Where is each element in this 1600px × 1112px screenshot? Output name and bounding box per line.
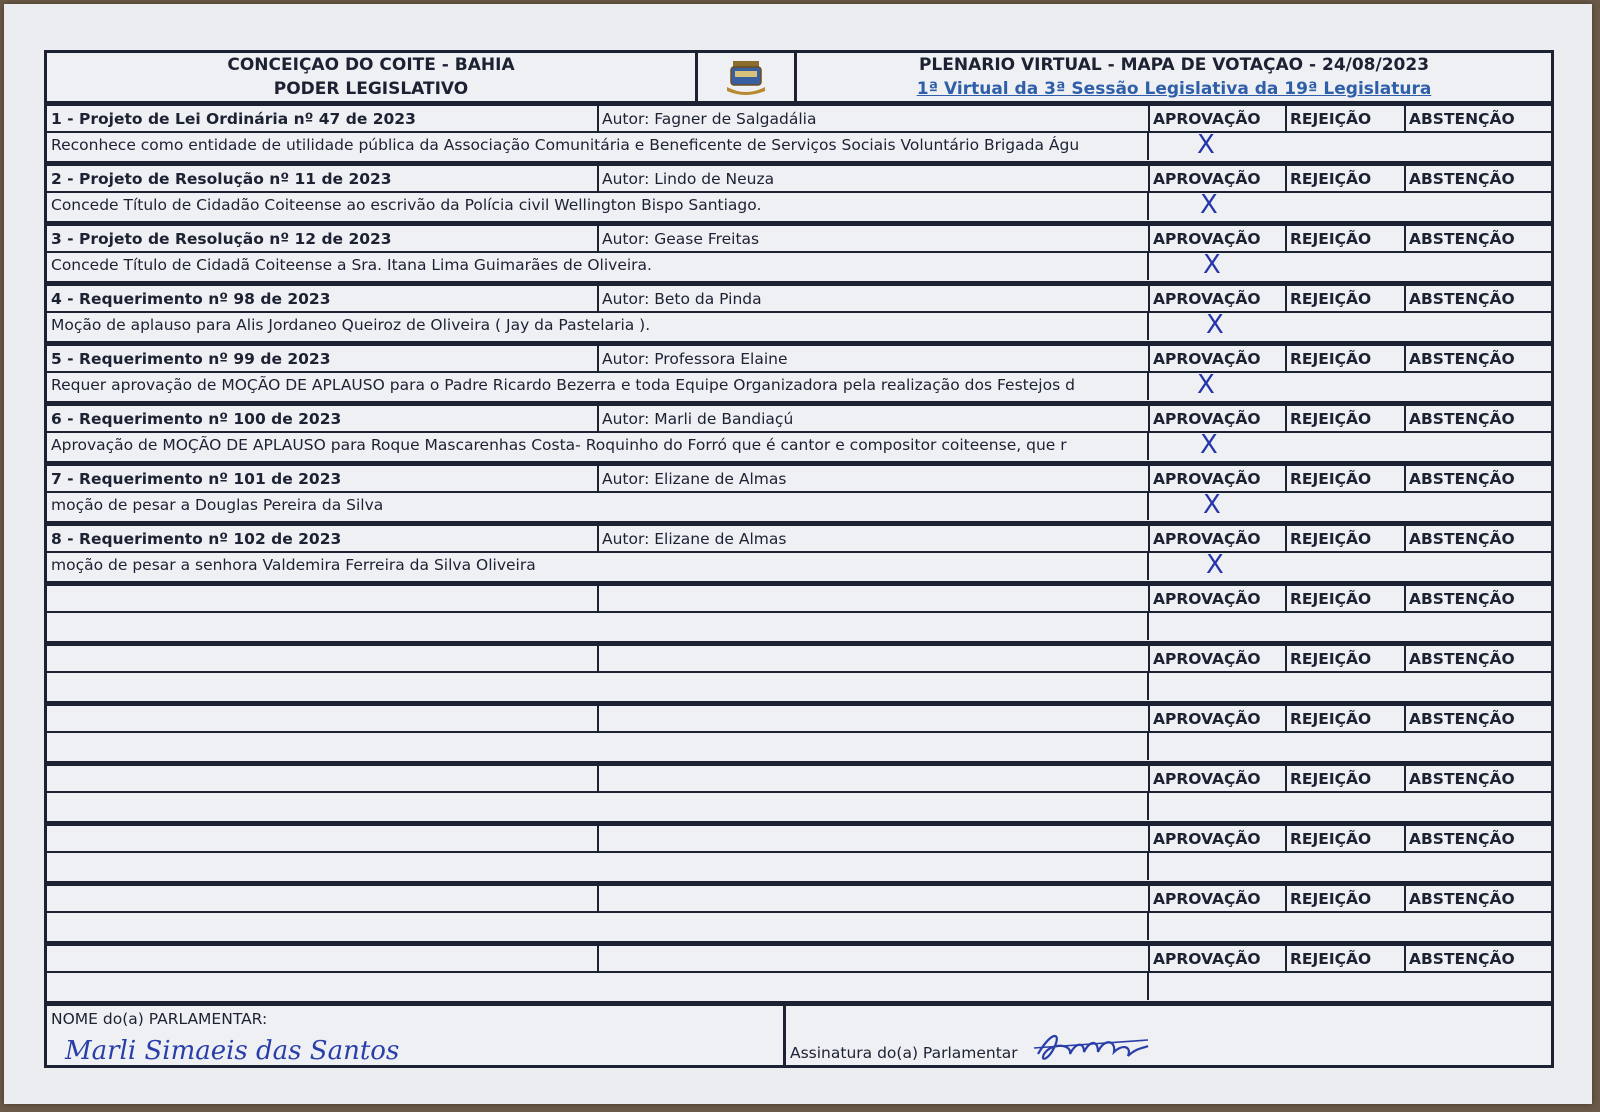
item-title: 3 - Projeto de Resolução nº 12 de 2023	[47, 226, 599, 251]
option-rejection[interactable]: REJEIÇÃO	[1287, 346, 1406, 371]
option-approval[interactable]: APROVAÇÃO	[1150, 886, 1287, 911]
option-approval[interactable]: APROVAÇÃO	[1150, 946, 1287, 971]
form-header	[44, 50, 1554, 104]
item-author: Autor: Beto da Pinda	[599, 286, 1150, 311]
vote-cell[interactable]	[1149, 613, 1551, 640]
signature-label: Assinatura do(a) Parlamentar	[790, 1044, 1018, 1062]
item-description-row	[47, 973, 1551, 1000]
option-rejection[interactable]: REJEIÇÃO	[1287, 706, 1406, 731]
option-abstention[interactable]: ABSTENÇÃO	[1409, 350, 1515, 368]
agenda-item	[44, 644, 1554, 704]
vote-cell[interactable]	[1149, 370, 1551, 400]
agenda-item	[44, 704, 1554, 764]
vote-mark-x: X	[1200, 430, 1218, 460]
vote-mark-x: X	[1200, 190, 1218, 220]
municipality-title: CONCEIÇAO DO COITE - BAHIA	[227, 55, 515, 75]
item-header-row	[47, 826, 1551, 853]
item-header-row	[47, 346, 1551, 373]
item-author: Autor: Gease Freitas	[599, 226, 1150, 251]
option-abstention[interactable]: ABSTENÇÃO	[1409, 890, 1515, 908]
item-author: Autor: Marli de Bandiaçú	[599, 406, 1150, 431]
item-header-row	[47, 646, 1551, 673]
option-rejection[interactable]: REJEIÇÃO	[1287, 946, 1406, 971]
option-rejection[interactable]: REJEIÇÃO	[1287, 526, 1406, 551]
option-approval[interactable]: APROVAÇÃO	[1150, 586, 1287, 611]
option-abstention[interactable]: ABSTENÇÃO	[1409, 590, 1515, 608]
item-header-row	[47, 526, 1551, 553]
option-rejection[interactable]: REJEIÇÃO	[1287, 286, 1406, 311]
item-header-row	[47, 586, 1551, 613]
item-header-row	[47, 226, 1551, 253]
item-author: Autor: Fagner de Salgadália	[599, 106, 1150, 131]
option-abstention[interactable]: ABSTENÇÃO	[1409, 410, 1515, 428]
option-abstention[interactable]: ABSTENÇÃO	[1409, 950, 1515, 968]
name-field	[47, 1006, 786, 1065]
item-description-row	[47, 853, 1551, 880]
vote-mark-x: X	[1206, 310, 1224, 340]
option-abstention[interactable]: ABSTENÇÃO	[1409, 230, 1515, 248]
item-description: Concede Título de Cidadã Coiteense a Sra. Itana Lima Guimarães de Oliveira.	[47, 253, 1149, 280]
item-description	[47, 613, 1149, 640]
agenda-item	[44, 944, 1554, 1004]
item-description-row	[47, 430, 1551, 460]
item-author	[599, 946, 1150, 971]
option-approval[interactable]: APROVAÇÃO	[1150, 406, 1287, 431]
item-header-row	[47, 706, 1551, 733]
item-description	[47, 973, 1149, 1000]
vote-cell[interactable]	[1149, 310, 1551, 340]
item-description: moção de pesar a Douglas Pereira da Silva	[47, 493, 1149, 520]
agenda-item	[44, 584, 1554, 644]
item-description	[47, 673, 1149, 700]
option-abstention[interactable]: ABSTENÇÃO	[1409, 830, 1515, 848]
items-list	[44, 104, 1554, 1004]
item-description: Concede Título de Cidadão Coiteense ao escrivão da Polícia civil Wellington Bispo Santiago.	[47, 193, 1149, 220]
item-title	[47, 586, 599, 611]
item-author: Autor: Elizane de Almas	[599, 526, 1150, 551]
item-description-row	[47, 673, 1551, 700]
item-header-row	[47, 166, 1551, 193]
vote-cell[interactable]	[1149, 733, 1551, 760]
coat-of-arms-logo	[698, 53, 797, 101]
option-approval[interactable]: APROVAÇÃO	[1150, 286, 1287, 311]
item-description: Reconhece como entidade de utilidade pública da Associação Comunitária e Beneficente de Serviços Sociais Voluntário Brigada Águ	[47, 133, 1149, 160]
agenda-item	[44, 884, 1554, 944]
item-author: Autor: Lindo de Neuza	[599, 166, 1150, 191]
option-abstention[interactable]: ABSTENÇÃO	[1409, 530, 1515, 548]
agenda-item	[44, 164, 1554, 224]
header-right	[797, 53, 1551, 101]
vote-cell[interactable]	[1149, 550, 1551, 580]
voting-form	[44, 50, 1554, 1076]
session-title: PLENARIO VIRTUAL - MAPA DE VOTAÇAO - 24/08/2023	[918, 55, 1430, 75]
vote-cell[interactable]	[1149, 793, 1551, 820]
header-left	[47, 53, 698, 101]
vote-cell[interactable]	[1149, 250, 1551, 280]
name-label: NOME do(a) PARLAMENTAR:	[51, 1010, 268, 1028]
vote-cell[interactable]	[1149, 430, 1551, 460]
item-description: Moção de aplauso para Alis Jordaneo Queiroz de Oliveira ( Jay da Pastelaria ).	[47, 313, 1149, 340]
item-header-row	[47, 406, 1551, 433]
agenda-item	[44, 764, 1554, 824]
item-description-row	[47, 310, 1551, 340]
vote-mark-x: X	[1206, 550, 1224, 580]
item-description-row	[47, 130, 1551, 160]
option-abstention[interactable]: ABSTENÇÃO	[1409, 110, 1515, 128]
item-title: 1 - Projeto de Lei Ordinária nº 47 de 2023	[47, 106, 599, 131]
vote-mark-x: X	[1197, 370, 1215, 400]
option-approval[interactable]: APROVAÇÃO	[1150, 826, 1287, 851]
footer	[44, 1004, 1554, 1068]
item-description	[47, 913, 1149, 940]
coat-of-arms-icon	[723, 57, 769, 97]
item-author	[599, 586, 1150, 611]
item-title: 8 - Requerimento nº 102 de 2023	[47, 526, 599, 551]
agenda-item	[44, 104, 1554, 164]
item-description-row	[47, 490, 1551, 520]
agenda-item	[44, 824, 1554, 884]
paper-sheet	[4, 4, 1592, 1104]
item-title: 7 - Requerimento nº 101 de 2023	[47, 466, 599, 491]
item-description	[47, 853, 1149, 880]
option-rejection[interactable]: REJEIÇÃO	[1287, 886, 1406, 911]
item-header-row	[47, 886, 1551, 913]
vote-cell[interactable]	[1149, 853, 1551, 880]
option-approval[interactable]: APROVAÇÃO	[1150, 706, 1287, 731]
vote-cell[interactable]	[1149, 973, 1551, 1000]
option-approval[interactable]: APROVAÇÃO	[1150, 526, 1287, 551]
option-abstention[interactable]: ABSTENÇÃO	[1409, 290, 1515, 308]
item-title	[47, 706, 599, 731]
vote-mark-x: X	[1197, 130, 1215, 160]
option-rejection[interactable]: REJEIÇÃO	[1287, 586, 1406, 611]
agenda-item	[44, 464, 1554, 524]
item-description-row	[47, 613, 1551, 640]
item-author	[599, 646, 1150, 671]
option-approval[interactable]: APROVAÇÃO	[1150, 766, 1287, 791]
item-description-row	[47, 550, 1551, 580]
item-description: Requer aprovação de MOÇÃO DE APLAUSO para o Padre Ricardo Bezerra e toda Equipe Organizadora pela realização dos Festejos d	[47, 373, 1149, 400]
option-abstention[interactable]: ABSTENÇÃO	[1409, 770, 1515, 788]
option-rejection[interactable]: REJEIÇÃO	[1287, 766, 1406, 791]
item-header-row	[47, 946, 1551, 973]
item-header-row	[47, 466, 1551, 493]
option-approval[interactable]: APROVAÇÃO	[1150, 646, 1287, 671]
option-abstention[interactable]: ABSTENÇÃO	[1409, 170, 1515, 188]
item-title	[47, 646, 599, 671]
item-header-row	[47, 766, 1551, 793]
branch-title: PODER LEGISLATIVO	[273, 79, 469, 99]
option-rejection[interactable]: REJEIÇÃO	[1287, 646, 1406, 671]
option-rejection[interactable]: REJEIÇÃO	[1287, 826, 1406, 851]
vote-cell[interactable]	[1149, 190, 1551, 220]
option-approval[interactable]: APROVAÇÃO	[1150, 226, 1287, 251]
item-author	[599, 826, 1150, 851]
item-title	[47, 766, 599, 791]
item-header-row	[47, 286, 1551, 313]
vote-cell[interactable]	[1149, 130, 1551, 160]
item-title: 2 - Projeto de Resolução nº 11 de 2023	[47, 166, 599, 191]
item-description	[47, 793, 1149, 820]
item-title: 6 - Requerimento nº 100 de 2023	[47, 406, 599, 431]
item-author	[599, 886, 1150, 911]
option-abstention[interactable]: ABSTENÇÃO	[1409, 650, 1515, 668]
agenda-item	[44, 344, 1554, 404]
item-author: Autor: Elizane de Almas	[599, 466, 1150, 491]
vote-cell[interactable]	[1149, 490, 1551, 520]
item-author	[599, 766, 1150, 791]
item-description-row	[47, 733, 1551, 760]
option-rejection[interactable]: REJEIÇÃO	[1287, 466, 1406, 491]
item-author: Autor: Professora Elaine	[599, 346, 1150, 371]
agenda-item	[44, 524, 1554, 584]
vote-cell[interactable]	[1149, 673, 1551, 700]
session-subtitle: 1ª Virtual da 3ª Sessão Legislativa da 19ª Legislatura	[916, 79, 1432, 99]
handwritten-name: Marli Simaeis das Santos	[65, 1036, 400, 1066]
option-approval[interactable]: APROVAÇÃO	[1150, 466, 1287, 491]
vote-cell[interactable]	[1149, 913, 1551, 940]
option-approval[interactable]: APROVAÇÃO	[1150, 106, 1287, 131]
agenda-item	[44, 224, 1554, 284]
agenda-item	[44, 284, 1554, 344]
option-rejection[interactable]: REJEIÇÃO	[1287, 226, 1406, 251]
item-header-row	[47, 106, 1551, 133]
item-description	[47, 733, 1149, 760]
item-description: Aprovação de MOÇÃO DE APLAUSO para Roque Mascarenhas Costa- Roquinho do Forró que é cantor e compositor coiteense, que r	[47, 433, 1149, 460]
option-approval[interactable]: APROVAÇÃO	[1150, 346, 1287, 371]
item-description: moção de pesar a senhora Valdemira Ferreira da Silva Oliveira	[47, 553, 1149, 580]
item-description-row	[47, 793, 1551, 820]
handwritten-signature	[1032, 1028, 1152, 1066]
item-title	[47, 826, 599, 851]
item-description-row	[47, 913, 1551, 940]
item-description-row	[47, 190, 1551, 220]
option-rejection[interactable]: REJEIÇÃO	[1287, 406, 1406, 431]
item-title	[47, 886, 599, 911]
item-description-row	[47, 250, 1551, 280]
option-abstention[interactable]: ABSTENÇÃO	[1409, 710, 1515, 728]
option-abstention[interactable]: ABSTENÇÃO	[1409, 470, 1515, 488]
item-title: 5 - Requerimento nº 99 de 2023	[47, 346, 599, 371]
item-description-row	[47, 370, 1551, 400]
vote-mark-x: X	[1203, 490, 1221, 520]
option-approval[interactable]: APROVAÇÃO	[1150, 166, 1287, 191]
vote-mark-x: X	[1203, 250, 1221, 280]
option-rejection[interactable]: REJEIÇÃO	[1287, 106, 1406, 131]
signature-field	[786, 1006, 1551, 1065]
item-author	[599, 706, 1150, 731]
item-title: 4 - Requerimento nº 98 de 2023	[47, 286, 599, 311]
option-rejection[interactable]: REJEIÇÃO	[1287, 166, 1406, 191]
agenda-item	[44, 404, 1554, 464]
item-title	[47, 946, 599, 971]
